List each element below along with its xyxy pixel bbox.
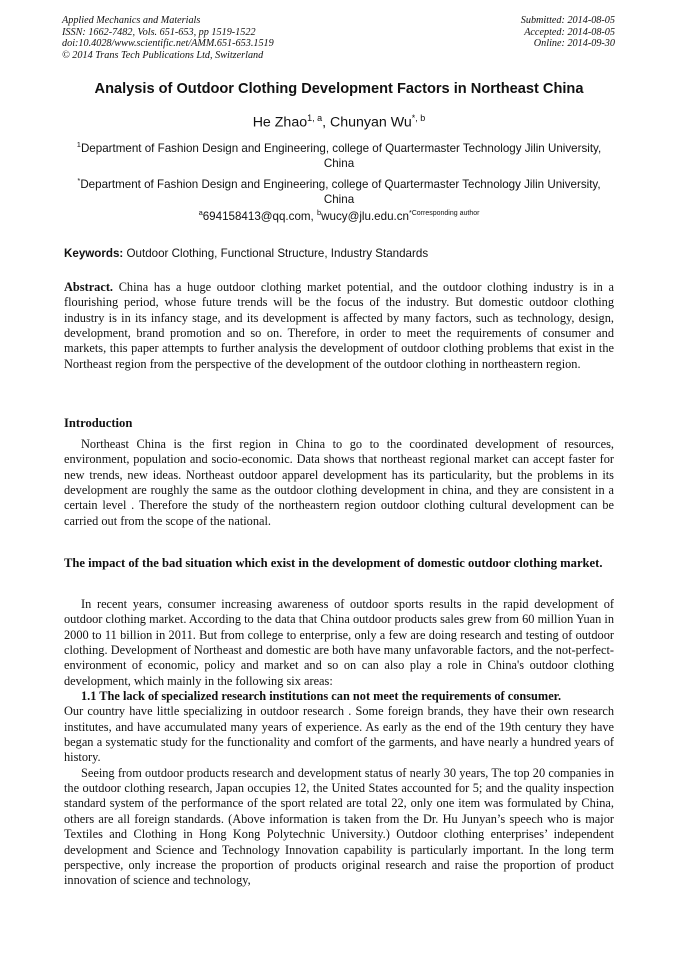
author-2-name: Chunyan Wu (330, 114, 412, 131)
author-separator: , (322, 114, 331, 131)
affiliation-2-text: Department of Fashion Design and Engineering, college of Quartermaster Technology Jilin University, China (80, 177, 601, 207)
journal-doi: doi:10.4028/www.scientific.net/AMM.651-653.1519 (62, 38, 274, 50)
keywords-label: Keywords: (64, 247, 124, 260)
email-b: wucy@jlu.edu.cn (321, 209, 409, 223)
online-date: Online: 2014-09-30 (533, 38, 615, 50)
accepted-date: Accepted: 2014-08-05 (524, 26, 615, 38)
journal-info (62, 15, 274, 61)
author-line (0, 113, 678, 131)
affiliation-1 (70, 137, 608, 172)
email-b-mark: b (317, 208, 322, 217)
paper-title: Analysis of Outdoor Clothing Development Factors in Northeast China (94, 81, 584, 97)
abstract-text: China has a huge outdoor clothing market potential, and the outdoor clothing industry is in a flourishing period, whose future trends will be the focus of the industry. But domestic outdoor clothing industry is in its infancy stage, and its development is affected by many factors, such as technology, design, development, brand promotion and so on. Therefore, in order to meet the requirements of consumer and markets, this paper attempts to further analysis the development of outdoor clothing problems that exist in the Northeast region from the perspective of the development of the outdoor clothing in northeastern region. (64, 280, 614, 371)
author-1-mark: 1, a (307, 113, 323, 123)
introduction-heading: Introduction (64, 416, 133, 430)
abstract (64, 280, 614, 372)
impact-paragraph-3: Seeing from outdoor products research and development status of nearly 30 years, The top 20 companies in the outdoor clothing research, Japan occupies 12, the United States accounted for 5; and the quality inspection standard system of the performance of the sport related are total 22, only one item was formulated by China, others are all foreign standards. (Above information is taken from the Dr. Hu Junyan’s speech who is major Textiles and Clothing in Hong Kong Polytechnic University.) Outdoor clothing enterprises’ independent development and Science and Technology Innovation capability is particularly important. In the long term perspective, only increase the proportion of products original research and raise the proportion of product innovation of science and technology, (64, 765, 614, 888)
submitted-date: Submitted: 2014-08-05 (520, 15, 615, 26)
journal-issn: ISSN: 1662-7482, Vols. 651-653, pp 1519-1522 (62, 26, 256, 38)
author-emails (0, 208, 678, 223)
journal-copyright: © 2014 Trans Tech Publications Ltd, Switzerland (62, 49, 264, 61)
author-1-name: He Zhao (252, 114, 308, 131)
author-2-mark: *, b (411, 113, 426, 123)
submission-dates (521, 15, 615, 50)
journal-name: Applied Mechanics and Materials (62, 15, 201, 26)
subsection-1-1-title: 1.1 The lack of specialized research institutions can not meet the requirements of consumer. (81, 689, 562, 704)
affiliation-2-mark: * (77, 176, 81, 185)
keywords-line (64, 247, 428, 260)
email-a-mark: a (198, 208, 203, 217)
affiliation-1-mark: 1 (76, 140, 81, 149)
affiliation-1-text: Department of Fashion Design and Engineering, college of Quartermaster Technology Jilin University, China (80, 141, 602, 171)
email-a: 694158413@qq.com, (202, 209, 317, 223)
subsection-1-1-heading (64, 689, 614, 704)
impact-section (64, 597, 614, 889)
introduction-section (64, 437, 614, 529)
abstract-label: Abstract. (64, 280, 114, 294)
impact-paragraph-2: Our country have little specializing in outdoor research . Some foreign brands, they have their own research institutes, and have accumulated many years of experience. As early as the end of the 19th century they have began a systematic study for the functionality and comfort of the garments, and have nearly a hundred years of history. (64, 704, 614, 765)
impact-heading: The impact of the bad situation which exist in the development of domestic outdoor clothing market. (64, 556, 603, 570)
impact-paragraph-1: In recent years, consumer increasing awareness of outdoor sports results in the rapid development of outdoor clothing market. According to the data that China outdoor products sales grew from 60 million Yuan in 2000 to 11 billion in 2011. But from college to enterprise, only a few are doing research and testing of outdoor clothing. Development of Northeast and domestic are both have many unfavorable factors, and the not-perfect-environment of economic, policy and market and so on can also play a role in China's outdoor clothing development, which mainly in the following six areas: (64, 597, 614, 688)
introduction-paragraph: Northeast China is the first region in China to go to the coordinated development of resources, environment, population and socio-economic. Data shows that northeast regional market can accept faster for new trends, new ideas. Northeast outdoor apparel development has its particularity, but the problems in its development are roughly the same as the outdoor clothing development in china, and they are consistent in a certain level . Therefore the study of the northeastern region outdoor clothing cultural development can be carried out from the scope of the national. (64, 437, 614, 528)
corresponding-author-note: *Corresponding author (409, 210, 480, 217)
affiliation-2 (70, 173, 608, 208)
keywords-text: Outdoor Clothing, Functional Structure, Industry Standards (126, 247, 429, 260)
